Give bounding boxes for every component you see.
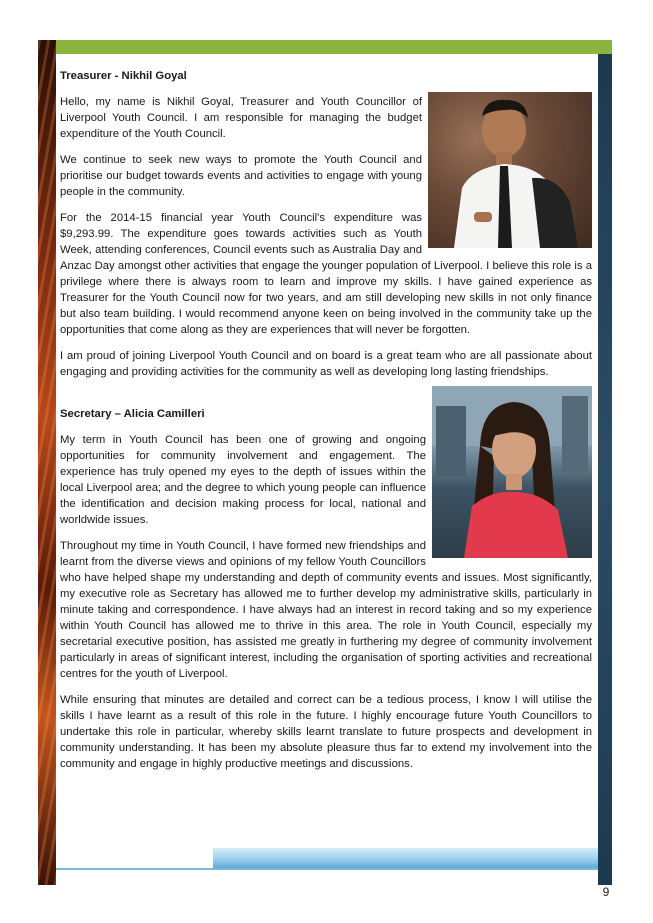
- secretary-paragraph-1: My term in Youth Council has been one of growing and ongoing opportunities for community involvement and engagement. The experience has truly opened my eyes to the depth of issues within the local Liverpool area; and the degree to which young people can influence the identification and decision making process for local, national and worldwide issues.: [60, 434, 426, 526]
- secretary-paragraph-2: Throughout my time in Youth Council, I have formed new friendships and learnt from the diverse views and opinions of my fellow Youth Councillors who have helped shape my understanding and depth of community events and issues. Most significantly, my executive role as Secretary has allowed me to further develop my administrative skills, particularly in minute taking and correspondence. I have always had an interest in record taking and so my experience within Youth Council has allowed me to thrive in this area. The role in Youth Council, especially my secretarial executive position, has assisted me greatly in furthering my degree of community involvement particularly in areas of significant interest, including the organisation of sporting activities and recreational centres for the youth of Liverpool.: [60, 540, 592, 680]
- treasurer-paragraph-1: Hello, my name is Nikhil Goyal, Treasurer and Youth Councillor of Liverpool Youth Council. I am responsible for managing the budget expenditure of the Youth Council.: [60, 96, 422, 140]
- treasurer-paragraph-4: I am proud of joining Liverpool Youth Council and on board is a great team who are all passionate about engaging and providing activities for the community as well as developing long lasting friendships.: [60, 350, 592, 378]
- top-accent-bar: [56, 40, 612, 54]
- secretary-heading: Secretary – Alicia Camilleri: [60, 408, 205, 420]
- decorative-right-band: [598, 54, 612, 885]
- page-content: [60, 68, 592, 782]
- page-number: 9: [602, 885, 610, 899]
- secretary-photo: [432, 386, 592, 558]
- treasurer-paragraph-3: For the 2014-15 financial year Youth Council's expenditure was $9,293.99. The expenditure goes towards activities such as Youth Week, attending conferences, Council events such as Australia Day and Anzac Day amongst other activities that engage the younger population of Liverpool. I believe this role is a privilege where there is always room to learn and improve my skills. I have gained experience as Treasurer for the Youth Council now for two years, and am still developing new skills in not only finance but also team building. I would recommend anyone keen on being involved in the community take up the opportunities that come along as they are experiences that will never be forgotten.: [60, 212, 592, 336]
- secretary-paragraph-3: While ensuring that minutes are detailed and correct can be a tedious process, I know I will utilise the skills I have learnt as a result of this role in the future. I highly encourage future Youth Councillors to undertake this role in particular, whereby skills learnt translate to future prospects and development in community understanding. It has been my absolute pleasure thus far to extend my involvement into the community and engage in highly productive meetings and discussions.: [60, 694, 592, 770]
- bottom-decorative-strip: [213, 848, 598, 868]
- treasurer-photo: [428, 92, 592, 248]
- treasurer-paragraph-2: We continue to seek new ways to promote the Youth Council and prioritise our budget towards events and activities to engage with young people in the community.: [60, 154, 422, 198]
- treasurer-heading: Treasurer - Nikhil Goyal: [60, 70, 187, 82]
- decorative-left-band: [38, 40, 56, 885]
- bottom-divider: [56, 868, 598, 870]
